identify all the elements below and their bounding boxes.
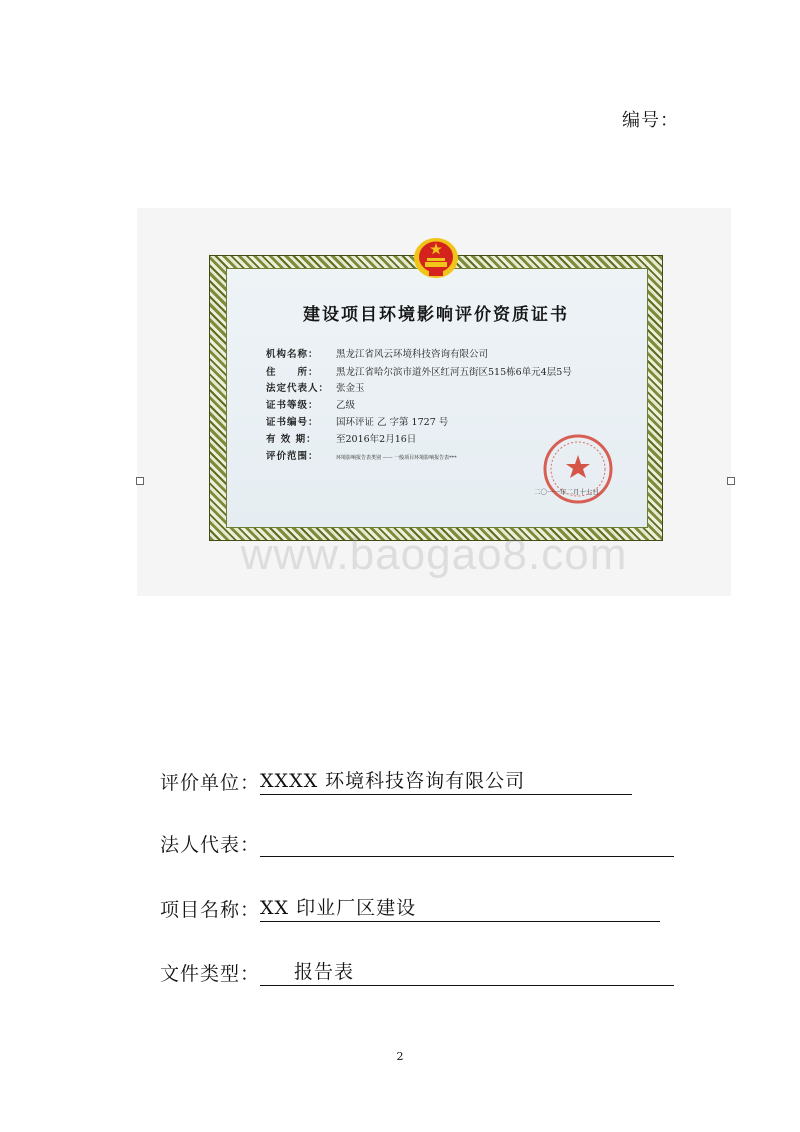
cert-row-address bbox=[266, 364, 572, 378]
field-label: 文件类型： bbox=[160, 963, 261, 985]
page-number: 2 bbox=[396, 1050, 404, 1063]
cert-row-label: 住 所： bbox=[266, 367, 319, 378]
field-file-type bbox=[160, 957, 674, 986]
cert-row-label: 机构名称： bbox=[266, 349, 319, 360]
field-value bbox=[260, 835, 674, 857]
cert-row-value: 至2016年2月16日 bbox=[336, 434, 417, 445]
field-value: XX 印业厂区建设 bbox=[260, 893, 660, 922]
field-evaluation-unit bbox=[160, 766, 632, 795]
cert-row-label: 证书编号： bbox=[266, 417, 319, 428]
cert-row-legal-rep bbox=[266, 380, 365, 394]
cert-row-value: 黑龙江省风云环境科技咨询有限公司 bbox=[336, 349, 489, 360]
national-emblem-icon bbox=[412, 236, 460, 280]
cert-row-value: 张金玉 bbox=[336, 383, 365, 394]
certificate-title: 建设项目环境影响评价资质证书 bbox=[303, 305, 569, 325]
field-value: XXXX 环境科技咨询有限公司 bbox=[260, 766, 632, 795]
cert-row-value: 乙级 bbox=[336, 400, 356, 411]
issue-date: 二〇一一年二月十七日 bbox=[534, 488, 599, 496]
document-number-label: 编号： bbox=[622, 110, 679, 131]
cert-row-value: 环境影响报告表类别 —— 一般项目环境影响报告表*** bbox=[336, 455, 457, 461]
field-legal-representative bbox=[160, 830, 674, 857]
field-project-name bbox=[160, 893, 660, 922]
cert-row-number bbox=[266, 414, 448, 428]
cert-row-validity bbox=[266, 431, 416, 445]
cert-row-label: 有 效 期： bbox=[266, 434, 317, 445]
cert-row-org bbox=[266, 346, 488, 360]
cert-row-value: 国环评证 乙 字第 1727 号 bbox=[336, 417, 449, 428]
cert-row-scope bbox=[266, 448, 457, 462]
cert-row-grade bbox=[266, 397, 355, 411]
cert-row-label: 法定代表人： bbox=[266, 383, 330, 394]
field-label: 项目名称： bbox=[160, 899, 261, 921]
resize-handle-right[interactable] bbox=[727, 477, 735, 485]
watermark: www.baogao8.com bbox=[240, 530, 628, 579]
resize-handle-left[interactable] bbox=[136, 477, 144, 485]
cert-row-value: 黑龙江省哈尔滨市道外区红河五街区515栋6单元4层5号 bbox=[336, 367, 572, 378]
cert-row-label: 证书等级： bbox=[266, 400, 319, 411]
field-label: 法人代表： bbox=[160, 834, 261, 856]
field-label: 评价单位： bbox=[160, 772, 261, 794]
field-value: 报告表 bbox=[260, 957, 674, 986]
cert-row-label: 评价范围： bbox=[266, 451, 319, 462]
